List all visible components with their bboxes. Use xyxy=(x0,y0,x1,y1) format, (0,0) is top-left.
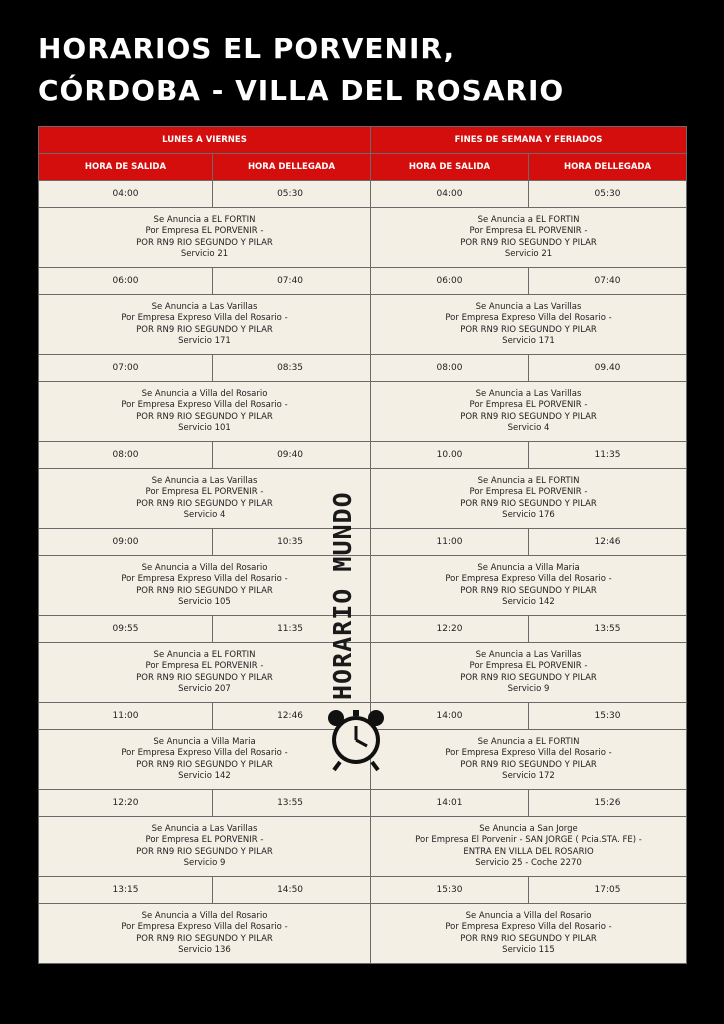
weekday-service-note xyxy=(39,730,371,790)
weekday-service-note xyxy=(39,643,371,703)
weekday-arrival-header: HORA DELLEGADA xyxy=(213,154,371,181)
service-note-line: Servicio 172 xyxy=(502,771,555,781)
service-note-line: Servicio 4 xyxy=(183,510,226,520)
service-note-line: POR RN9 RIO SEGUNDO Y PILAR xyxy=(460,933,597,944)
time-row xyxy=(39,268,687,295)
weekend-departure-time: 06:00 xyxy=(371,268,529,295)
service-note-line: Por Empresa Expreso Villa del Rosario - xyxy=(121,748,288,758)
service-note-line: POR RN9 RIO SEGUNDO Y PILAR xyxy=(136,759,273,770)
service-note-line: Se Anuncia a Las Varillas xyxy=(475,388,582,399)
weekday-service-note xyxy=(39,817,371,877)
weekend-arrival-time: 15:30 xyxy=(529,703,687,730)
service-note-line: Por Empresa EL PORVENIR - xyxy=(469,487,588,497)
page-title-line-1: HORARIOS EL PORVENIR, xyxy=(38,32,456,65)
service-note-line: Se Anuncia a Las Varillas xyxy=(151,301,258,312)
weekend-arrival-time: 12:46 xyxy=(529,529,687,556)
weekday-departure-time: 09:00 xyxy=(39,529,213,556)
weekday-arrival-time: 09:40 xyxy=(213,442,371,469)
weekday-departure-time: 11:00 xyxy=(39,703,213,730)
service-note-line: Servicio 142 xyxy=(178,771,231,781)
weekday-departure-time: 06:00 xyxy=(39,268,213,295)
service-note-line: Se Anuncia a Las Varillas xyxy=(151,823,258,834)
service-note-line: Servicio 101 xyxy=(178,423,231,433)
service-note-line: Se Anuncia a San Jorge xyxy=(479,823,578,834)
schedule-table-body xyxy=(39,127,687,964)
service-note-line: POR RN9 RIO SEGUNDO Y PILAR xyxy=(460,759,597,770)
service-note-line: Por Empresa EL PORVENIR - xyxy=(469,226,588,236)
schedule-table xyxy=(38,126,687,964)
weekend-departure-time: 08:00 xyxy=(371,355,529,382)
service-note-line: POR RN9 RIO SEGUNDO Y PILAR xyxy=(136,411,273,422)
weekday-departure-time: 12:20 xyxy=(39,790,213,817)
service-note-row xyxy=(39,469,687,529)
weekday-service-note xyxy=(39,382,371,442)
weekday-departure-header: HORA DE SALIDA xyxy=(39,154,213,181)
time-row xyxy=(39,877,687,904)
weekend-service-note xyxy=(371,556,687,616)
service-note-line: Se Anuncia a Las Varillas xyxy=(475,649,582,660)
weekday-service-note xyxy=(39,469,371,529)
service-note-line: Servicio 171 xyxy=(178,336,231,346)
weekday-arrival-time: 08:35 xyxy=(213,355,371,382)
weekend-service-note xyxy=(371,730,687,790)
weekend-service-note xyxy=(371,295,687,355)
weekday-departure-time: 08:00 xyxy=(39,442,213,469)
service-note-line: Servicio 4 xyxy=(507,423,550,433)
service-note-line: Servicio 9 xyxy=(507,684,550,694)
service-note-line: Se Anuncia a EL FORTIN xyxy=(477,736,580,747)
weekday-service-note xyxy=(39,295,371,355)
service-note-row xyxy=(39,208,687,268)
service-note-row xyxy=(39,295,687,355)
weekday-departure-time: 04:00 xyxy=(39,181,213,208)
weekend-arrival-time: 09.40 xyxy=(529,355,687,382)
service-note-line: POR RN9 RIO SEGUNDO Y PILAR xyxy=(460,498,597,509)
weekend-service-note xyxy=(371,382,687,442)
service-note-line: POR RN9 RIO SEGUNDO Y PILAR xyxy=(460,237,597,248)
service-note-row xyxy=(39,556,687,616)
weekday-service-note xyxy=(39,208,371,268)
service-note-line: Por Empresa EL PORVENIR - xyxy=(469,400,588,410)
service-note-line: Por Empresa EL PORVENIR - xyxy=(145,835,264,845)
service-note-line: Se Anuncia a Las Varillas xyxy=(151,475,258,486)
weekday-departure-time: 09:55 xyxy=(39,616,213,643)
weekday-arrival-time: 12:46 xyxy=(213,703,371,730)
weekend-service-note xyxy=(371,817,687,877)
service-note-line: Se Anuncia a EL FORTIN xyxy=(477,475,580,486)
weekend-departure-time: 14:00 xyxy=(371,703,529,730)
time-row xyxy=(39,529,687,556)
service-note-line: POR RN9 RIO SEGUNDO Y PILAR xyxy=(136,672,273,683)
service-note-line: Se Anuncia a Villa del Rosario xyxy=(141,562,268,573)
time-row xyxy=(39,355,687,382)
service-note-line: Se Anuncia a Villa del Rosario xyxy=(465,910,592,921)
service-note-line: Se Anuncia a Villa Maria xyxy=(153,736,256,747)
service-note-row xyxy=(39,904,687,964)
service-note-line: Por Empresa Expreso Villa del Rosario - xyxy=(121,313,288,323)
time-row xyxy=(39,703,687,730)
service-note-line: Por Empresa Expreso Villa del Rosario - xyxy=(445,922,612,932)
service-note-line: POR RN9 RIO SEGUNDO Y PILAR xyxy=(136,498,273,509)
service-note-line: Servicio 21 xyxy=(504,249,553,259)
service-note-line: Servicio 9 xyxy=(183,858,226,868)
service-note-line: Por Empresa EL PORVENIR - xyxy=(145,487,264,497)
service-note-row xyxy=(39,643,687,703)
service-note-line: Por Empresa Expreso Villa del Rosario - xyxy=(445,574,612,584)
service-note-row xyxy=(39,382,687,442)
page-title-line-2: CÓRDOBA - VILLA DEL ROSARIO xyxy=(38,74,565,107)
weekend-departure-header: HORA DE SALIDA xyxy=(371,154,529,181)
weekend-arrival-time: 17:05 xyxy=(529,877,687,904)
weekend-service-note xyxy=(371,904,687,964)
service-note-line: Se Anuncia a Villa Maria xyxy=(477,562,580,573)
weekend-service-note xyxy=(371,643,687,703)
service-note-line: Servicio 25 - Coche 2270 xyxy=(475,858,582,868)
service-note-line: POR RN9 RIO SEGUNDO Y PILAR xyxy=(136,324,273,335)
weekend-departure-time: 10.00 xyxy=(371,442,529,469)
service-note-line: Por Empresa El Porvenir - SAN JORGE ( Pcia.STA. FE) - xyxy=(415,835,642,845)
service-note-line: Por Empresa EL PORVENIR - xyxy=(469,661,588,671)
weekday-service-note xyxy=(39,904,371,964)
weekday-header: LUNES A VIERNES xyxy=(39,127,371,154)
service-note-line: POR RN9 RIO SEGUNDO Y PILAR xyxy=(460,672,597,683)
weekday-arrival-time: 13:55 xyxy=(213,790,371,817)
service-note-line: Se Anuncia a EL FORTIN xyxy=(153,214,256,225)
weekend-arrival-time: 15:26 xyxy=(529,790,687,817)
period-header-row xyxy=(39,127,687,154)
service-note-line: Servicio 171 xyxy=(502,336,555,346)
watermark-text: HORARIO MUNDO xyxy=(328,491,357,700)
column-header-row xyxy=(39,154,687,181)
service-note-line: POR RN9 RIO SEGUNDO Y PILAR xyxy=(136,237,273,248)
service-note-line: Servicio 21 xyxy=(180,249,229,259)
weekend-departure-time: 14:01 xyxy=(371,790,529,817)
weekend-arrival-time: 13:55 xyxy=(529,616,687,643)
service-note-line: Servicio 142 xyxy=(502,597,555,607)
weekend-header: FINES DE SEMANA Y FERIADOS xyxy=(371,127,687,154)
service-note-line: Por Empresa Expreso Villa del Rosario - xyxy=(121,574,288,584)
weekday-arrival-time: 10:35 xyxy=(213,529,371,556)
weekend-arrival-time: 05:30 xyxy=(529,181,687,208)
weekday-arrival-time: 14:50 xyxy=(213,877,371,904)
service-note-line: Servicio 105 xyxy=(178,597,231,607)
weekend-departure-time: 11:00 xyxy=(371,529,529,556)
service-note-line: POR RN9 RIO SEGUNDO Y PILAR xyxy=(460,411,597,422)
weekday-departure-time: 07:00 xyxy=(39,355,213,382)
weekend-service-note xyxy=(371,469,687,529)
service-note-line: Servicio 176 xyxy=(502,510,555,520)
weekday-service-note xyxy=(39,556,371,616)
weekday-arrival-time: 07:40 xyxy=(213,268,371,295)
weekend-departure-time: 04:00 xyxy=(371,181,529,208)
service-note-line: POR RN9 RIO SEGUNDO Y PILAR xyxy=(136,933,273,944)
service-note-line: Por Empresa Expreso Villa del Rosario - xyxy=(445,748,612,758)
weekend-arrival-time: 11:35 xyxy=(529,442,687,469)
weekday-arrival-time: 11:35 xyxy=(213,616,371,643)
weekend-departure-time: 12:20 xyxy=(371,616,529,643)
time-row xyxy=(39,181,687,208)
service-note-line: Servicio 136 xyxy=(178,945,231,955)
service-note-line: ENTRA EN VILLA DEL ROSARIO xyxy=(463,846,594,857)
service-note-line: Se Anuncia a Las Varillas xyxy=(475,301,582,312)
weekend-arrival-header: HORA DELLEGADA xyxy=(529,154,687,181)
service-note-line: Servicio 207 xyxy=(178,684,231,694)
service-note-line: Por Empresa EL PORVENIR - xyxy=(145,661,264,671)
service-note-line: POR RN9 RIO SEGUNDO Y PILAR xyxy=(136,846,273,857)
time-row xyxy=(39,442,687,469)
service-note-line: Se Anuncia a Villa del Rosario xyxy=(141,388,268,399)
service-note-row xyxy=(39,817,687,877)
service-note-line: POR RN9 RIO SEGUNDO Y PILAR xyxy=(460,585,597,596)
weekend-arrival-time: 07:40 xyxy=(529,268,687,295)
service-note-line: Por Empresa Expreso Villa del Rosario - xyxy=(445,313,612,323)
service-note-line: Por Empresa EL PORVENIR - xyxy=(145,226,264,236)
service-note-line: Se Anuncia a EL FORTIN xyxy=(153,649,256,660)
weekend-service-note xyxy=(371,208,687,268)
service-note-line: Se Anuncia a EL FORTIN xyxy=(477,214,580,225)
page-title xyxy=(38,28,678,112)
service-note-line: Servicio 115 xyxy=(502,945,555,955)
service-note-line: POR RN9 RIO SEGUNDO Y PILAR xyxy=(136,585,273,596)
weekday-arrival-time: 05:30 xyxy=(213,181,371,208)
time-row xyxy=(39,616,687,643)
weekend-departure-time: 15:30 xyxy=(371,877,529,904)
service-note-row xyxy=(39,730,687,790)
service-note-line: Por Empresa Expreso Villa del Rosario - xyxy=(121,922,288,932)
service-note-line: Por Empresa Expreso Villa del Rosario - xyxy=(121,400,288,410)
time-row xyxy=(39,790,687,817)
service-note-line: POR RN9 RIO SEGUNDO Y PILAR xyxy=(460,324,597,335)
service-note-line: Se Anuncia a Villa del Rosario xyxy=(141,910,268,921)
weekday-departure-time: 13:15 xyxy=(39,877,213,904)
